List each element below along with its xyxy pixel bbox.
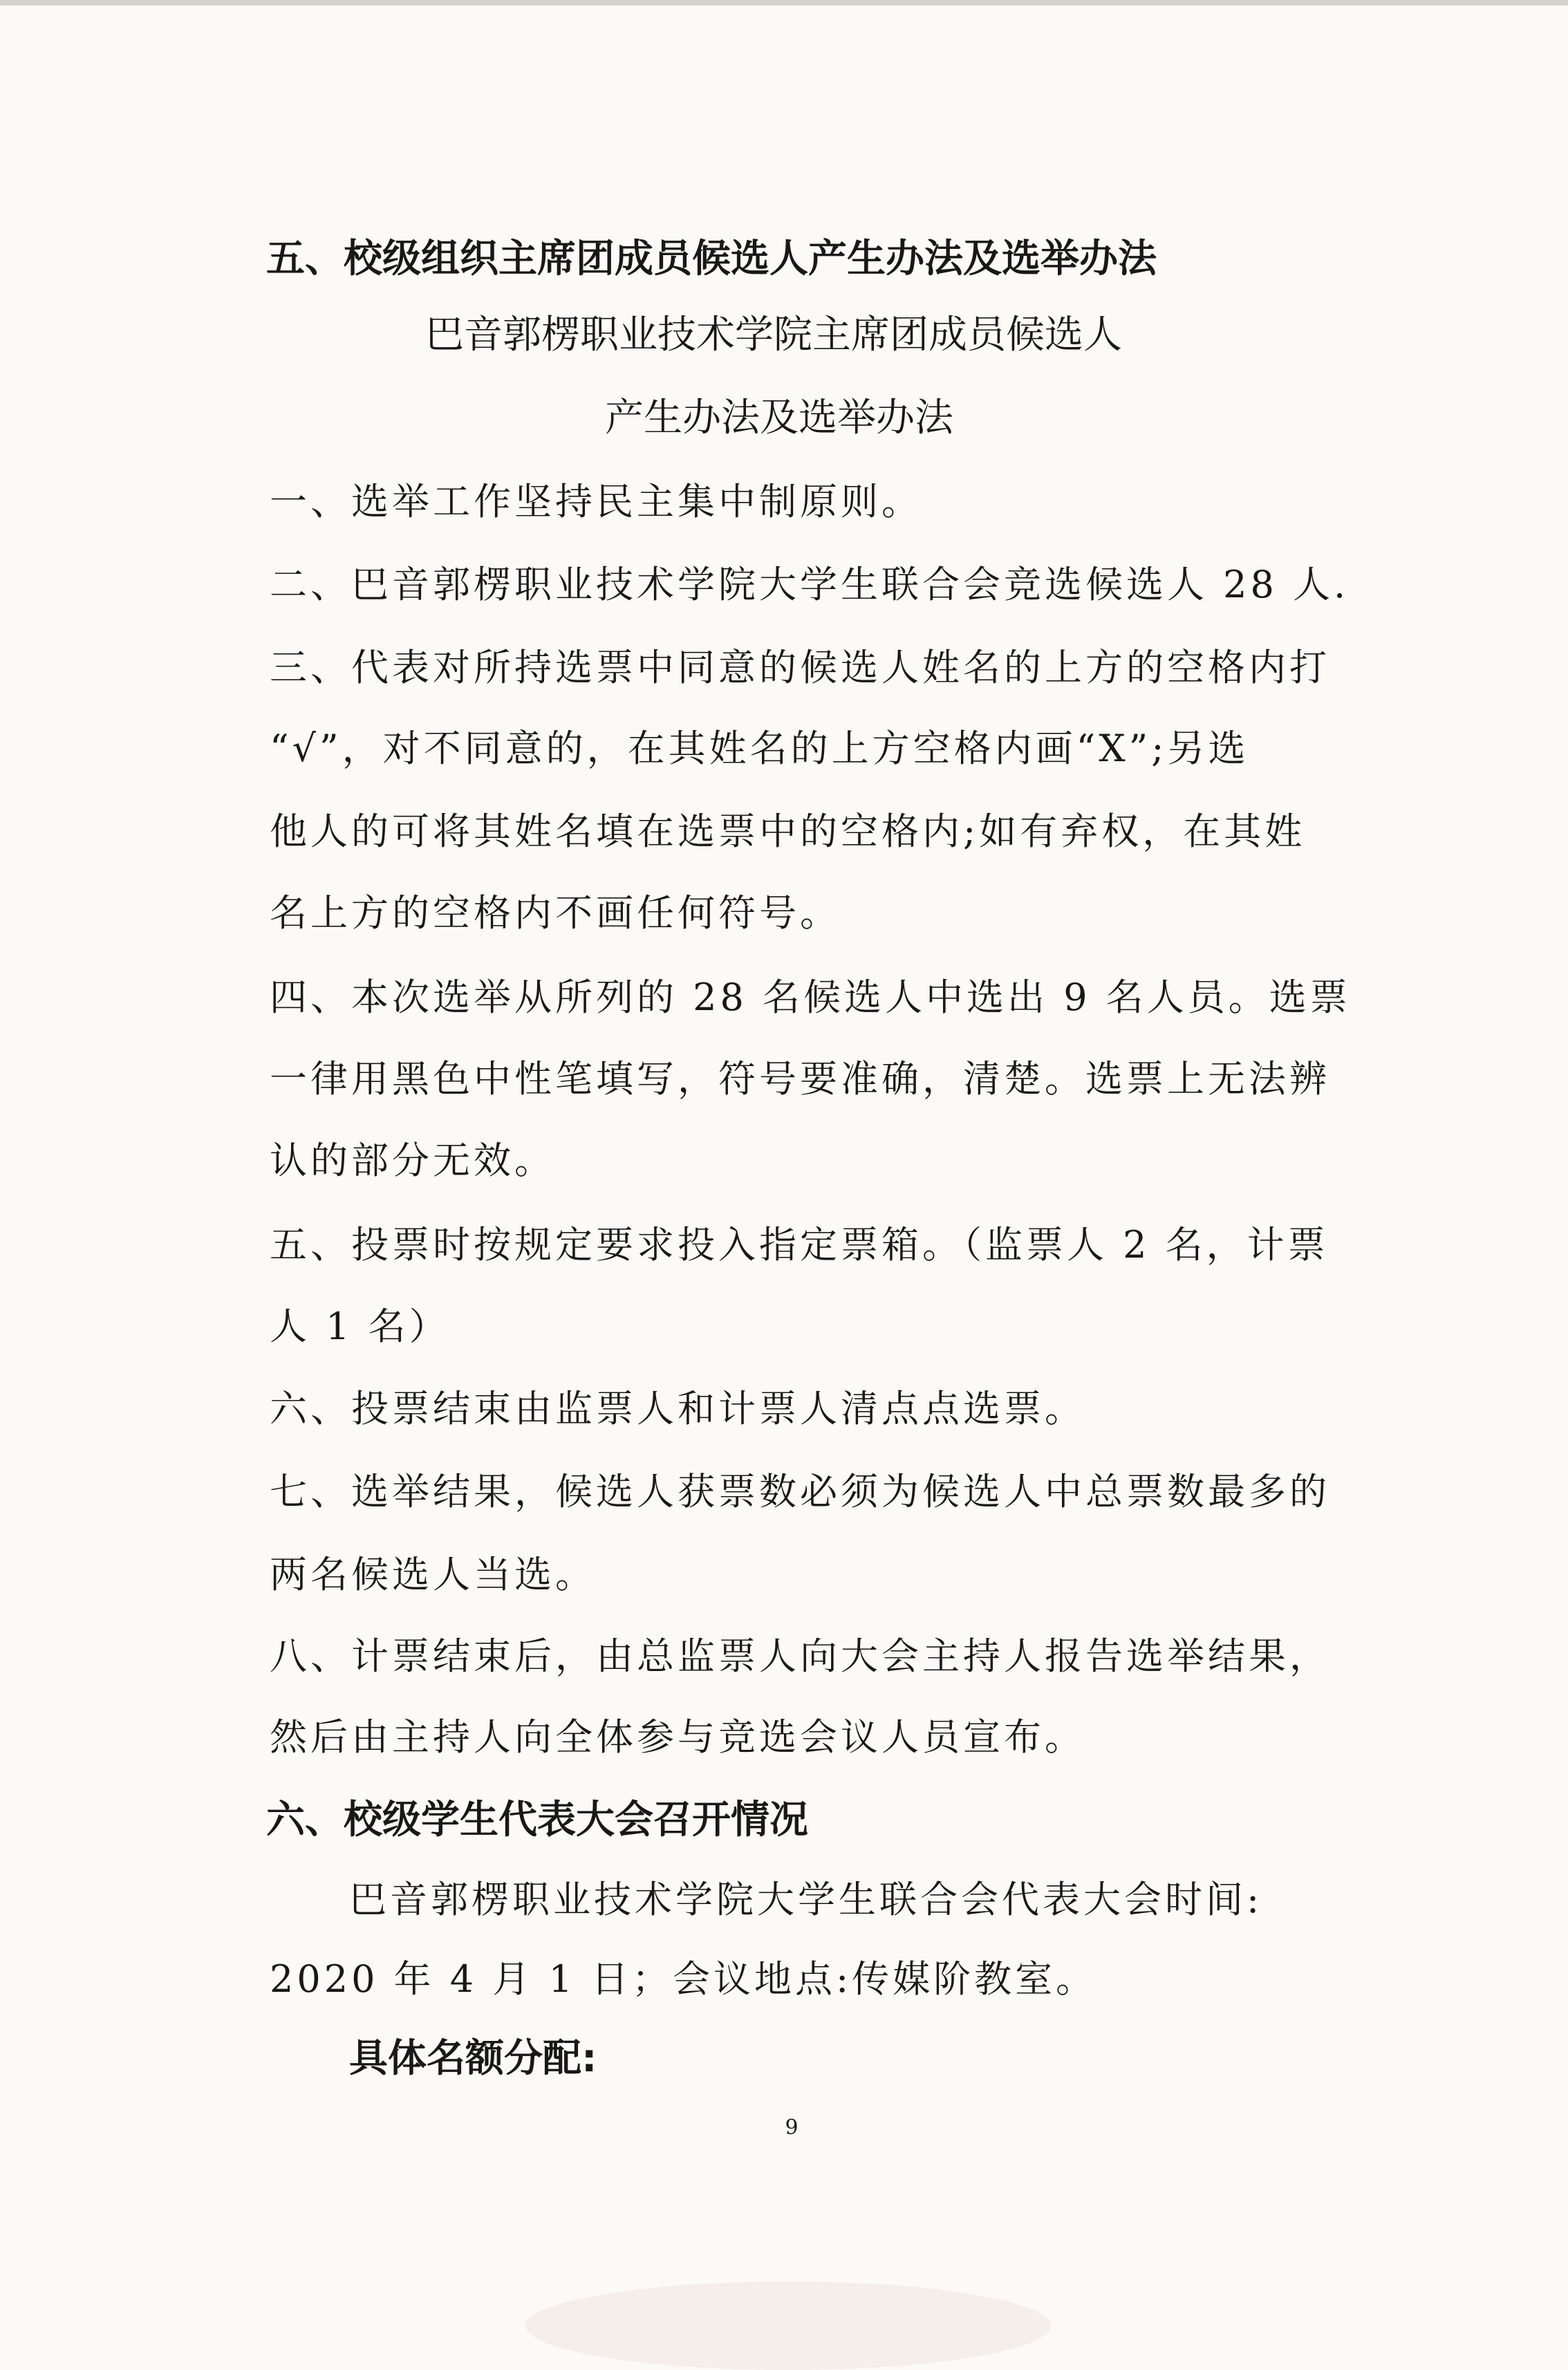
- section-heading-6: 六、校级学生代表大会召开情况: [266, 1798, 808, 1842]
- paragraph-line-1: 一、选举工作坚持民主集中制原则。: [270, 480, 922, 523]
- paragraph-line-5: 他人的可将其姓名填在选票中的空格内;如有弃权，在其姓: [270, 810, 1306, 853]
- meeting-location-line: 2020 年 4 月 1 日；会议地点:传媒阶教室。: [270, 1957, 1097, 2001]
- document-title-line-1: 巴音郭楞职业技术学院主席团成员候选人: [425, 312, 1122, 357]
- allocation-label: 具体名额分配:: [349, 2036, 597, 2081]
- paragraph-line-9: 认的部分无效。: [270, 1139, 555, 1182]
- paragraph-line-6: 名上方的空格内不画任何符号。: [270, 891, 841, 935]
- paragraph-line-10: 五、投票时按规定要求投入指定票箱。（监票人 2 名，计票: [270, 1223, 1329, 1267]
- page-number: 9: [785, 2116, 799, 2140]
- paragraph-line-2: 二、巴音郭楞职业技术学院大学生联合会竞选候选人 28 人.: [270, 563, 1350, 606]
- paragraph-line-15: 八、计票结束后，由总监票人向大会主持人报告选举结果，: [270, 1634, 1330, 1678]
- section-heading-5: 五、校级组织主席团成员候选人产生办法及选举办法: [266, 236, 1157, 281]
- document-title-line-2: 产生办法及选举办法: [605, 395, 953, 440]
- paragraph-line-4: “√”，对不同意的，在其姓名的上方空格内画“X”;另选: [270, 727, 1249, 770]
- paragraph-line-14: 两名候选人当选。: [270, 1553, 596, 1596]
- paragraph-line-16: 然后由主持人向全体参与竞选会议人员宣布。: [270, 1715, 1085, 1759]
- paragraph-line-3: 三、代表对所持选票中同意的候选人姓名的上方的空格内打: [270, 646, 1330, 689]
- scan-lighting-spot: [525, 2282, 1051, 2370]
- paragraph-line-7: 四、本次选举从所列的 28 名候选人中选出 9 名人员。选票: [270, 976, 1351, 1019]
- paragraph-line-13: 七、选举结果，候选人获票数必须为候选人中总票数最多的: [270, 1470, 1330, 1513]
- paragraph-line-8: 一律用黑色中性笔填写，符号要准确，清楚。选票上无法辨: [270, 1057, 1330, 1101]
- scan-top-edge: [0, 0, 1568, 6]
- meeting-time-line: 巴音郭楞职业技术学院大学生联合会代表大会时间:: [349, 1878, 1263, 1921]
- paragraph-line-11: 人 1 名）: [270, 1305, 450, 1348]
- paragraph-line-12: 六、投票结束由监票人和计票人清点点选票。: [270, 1387, 1085, 1430]
